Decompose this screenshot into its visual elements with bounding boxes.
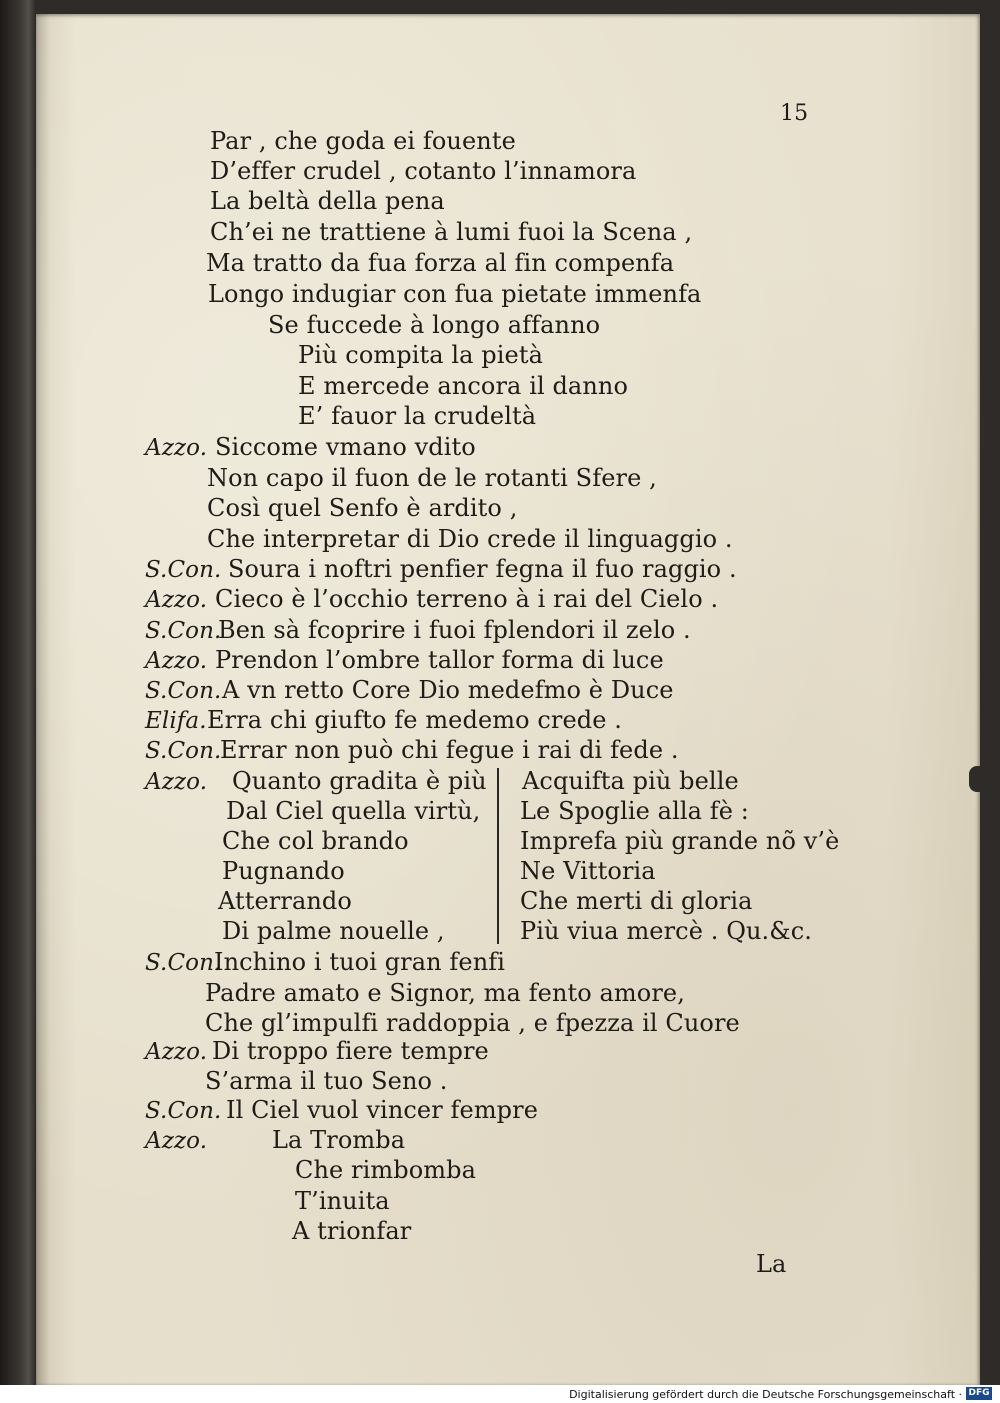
- verse-line: Che gl’impulfi raddoppia , e fpezza il Cuore: [205, 1009, 740, 1037]
- speaker-label: S.Con.: [145, 1098, 222, 1124]
- verse-line: La beltà della pena: [210, 187, 445, 215]
- speaker-label: S.Con.: [145, 618, 222, 644]
- verse-line: La Tromba: [272, 1126, 406, 1154]
- page-edge-tab: [969, 766, 985, 792]
- verse-line: A trionfar: [292, 1217, 412, 1245]
- aria-right-line: Imprefa più grande nõ v’è: [520, 827, 840, 855]
- verse-line: Siccome vmano vdito: [215, 433, 476, 461]
- footer-credit: Digitalisierung gefördert durch die Deutsche Forschungsgemeinschaft ·: [569, 1388, 962, 1401]
- aria-left-line: Di palme nouelle ,: [222, 917, 445, 945]
- aria-left-line: Pugnando: [222, 857, 345, 885]
- speaker-label: Azzo.: [145, 587, 208, 613]
- dfg-logo-icon: DFG: [966, 1387, 992, 1400]
- verse-line: Errar non può chi fegue i rai di fede .: [220, 736, 679, 764]
- aria-right-line: Ne Vittoria: [520, 857, 656, 885]
- verse-line: Longo indugiar con fua pietate immenfa: [208, 280, 702, 308]
- verse-line: Inchino i tuoi gran fenfi: [214, 948, 506, 976]
- verse-line: Padre amato e Signor, ma fento amore,: [205, 979, 685, 1007]
- speaker-label: S.Con.: [145, 557, 222, 583]
- verse-line: Ma tratto da fua forza al fin compenfa: [206, 249, 675, 277]
- speaker-label: S.Con.: [145, 950, 222, 976]
- verse-line: D’effer crudel , cotanto l’innamora: [210, 157, 637, 185]
- speaker-label: Elifa.: [145, 708, 207, 734]
- verse-line: Che interpretar di Dio crede il linguaggio .: [207, 525, 733, 553]
- aria-right-line: Le Spoglie alla fè :: [520, 797, 749, 825]
- verse-line: Prendon l’ombre tallor forma di luce: [215, 646, 664, 674]
- aria-right-line: Acquifta più belle: [522, 767, 739, 795]
- catchword: La: [756, 1250, 787, 1278]
- verse-line: E’ fauor la crudeltà: [298, 402, 537, 430]
- speaker-label: Azzo.: [145, 769, 208, 795]
- verse-line: Cieco è l’occhio terreno à i rai del Cielo .: [215, 585, 719, 613]
- aria-left-line: Atterrando: [218, 887, 352, 915]
- aria-left-line: Dal Ciel quella virtù,: [226, 797, 481, 825]
- verse-line: A vn retto Core Dio medefmo è Duce: [222, 676, 674, 704]
- speaker-label: Azzo.: [145, 435, 208, 461]
- verse-line: Ben sà fcoprire i fuoi fplendori il zelo .: [218, 616, 691, 644]
- column-divider: [497, 768, 499, 944]
- verse-line: Così quel Senfo è ardito ,: [207, 494, 518, 522]
- verse-line: T’inuita: [295, 1187, 390, 1215]
- speaker-label: S.Con.: [145, 678, 222, 704]
- page-number: 15: [780, 101, 809, 126]
- verse-line: Ch’ei ne trattiene à lumi fuoi la Scena ,: [210, 218, 693, 246]
- aria-left-line: Che col brando: [222, 827, 409, 855]
- verse-line: E mercede ancora il danno: [298, 372, 629, 400]
- speaker-label: Azzo.: [145, 648, 208, 674]
- verse-line: Erra chi giufto fe medemo crede .: [207, 706, 623, 734]
- verse-line: Che rimbomba: [295, 1156, 477, 1184]
- verse-line: Se fuccede à longo affanno: [268, 311, 601, 339]
- speaker-label: Azzo.: [145, 1039, 208, 1065]
- speaker-label: Azzo.: [145, 1128, 208, 1154]
- verse-line: Il Ciel vuol vincer fempre: [226, 1096, 539, 1124]
- book-binding: [0, 0, 36, 1385]
- verse-line: S’arma il tuo Seno .: [205, 1067, 448, 1095]
- speaker-label: S.Con.: [145, 738, 222, 764]
- verse-line: Non capo il fuon de le rotanti Sfere ,: [207, 464, 657, 492]
- verse-line: Più compita la pietà: [298, 341, 543, 369]
- aria-right-line: Che merti di gloria: [520, 887, 753, 915]
- verse-line: Di troppo fiere tempre: [212, 1037, 489, 1065]
- verse-line: Par , che goda ei fouente: [210, 127, 516, 155]
- aria-right-line: Più viua mercè . Qu.&c.: [520, 917, 812, 945]
- verse-line: Soura i noftri penfier fegna il fuo raggio .: [228, 555, 737, 583]
- aria-left-line: Quanto gradita è più: [232, 767, 487, 795]
